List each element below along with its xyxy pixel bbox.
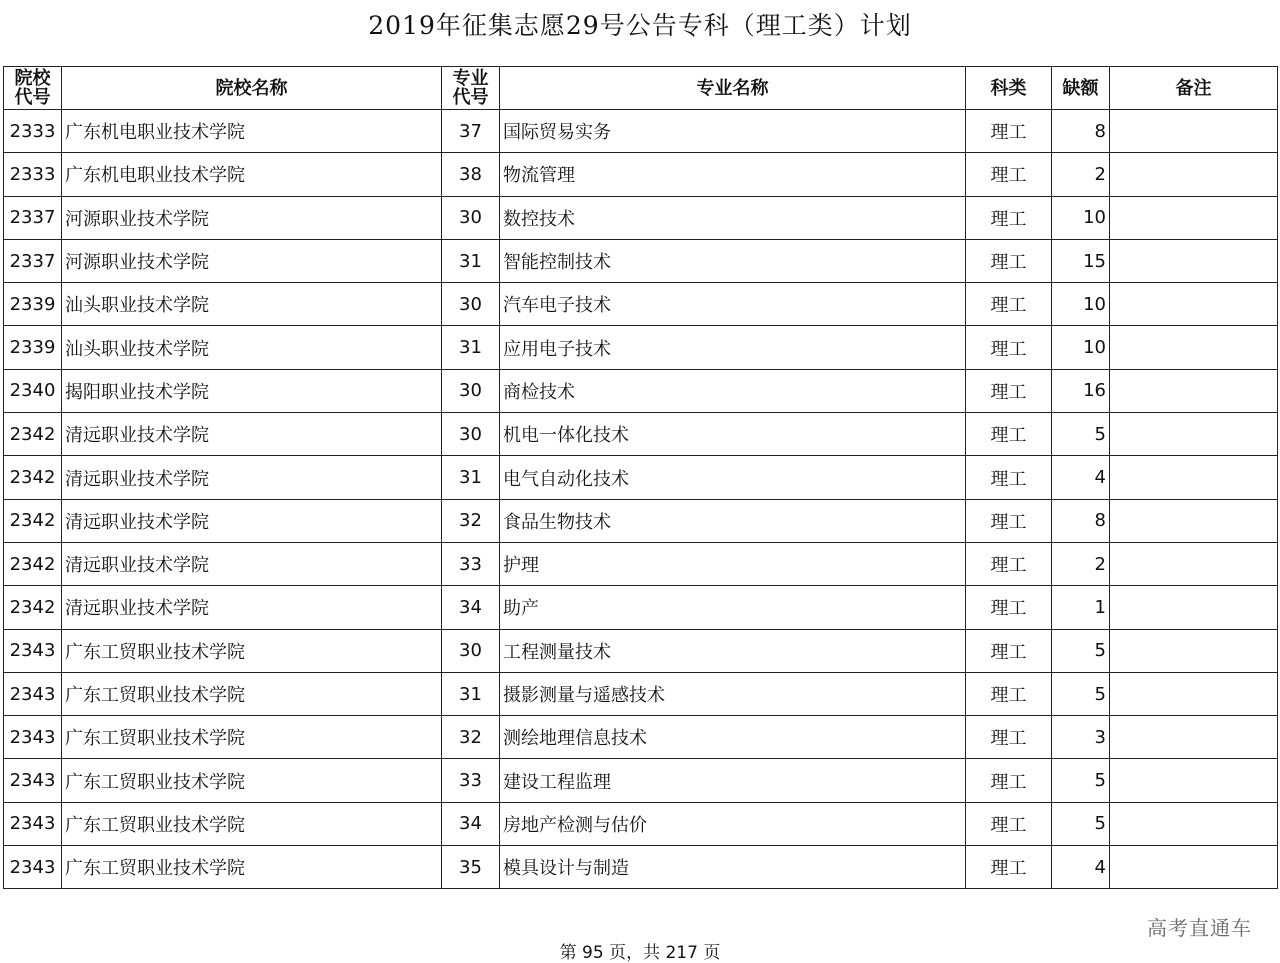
cell-quota: 8 [1052,110,1110,153]
cell-school-code: 2342 [4,542,62,585]
cell-note [1110,586,1278,629]
cell-major-code: 30 [442,283,500,326]
cell-category: 理工 [966,326,1052,369]
cell-major-name: 汽车电子技术 [500,283,966,326]
cell-major-code: 38 [442,153,500,196]
cell-major-code: 34 [442,586,500,629]
cell-quota: 5 [1052,672,1110,715]
cell-major-code: 33 [442,759,500,802]
cell-major-name: 机电一体化技术 [500,413,966,456]
cell-category: 理工 [966,369,1052,412]
cell-school-name: 广东工贸职业技术学院 [62,672,442,715]
cell-note [1110,456,1278,499]
header-school-code-line1: 院校 [14,68,51,89]
cell-quota: 5 [1052,413,1110,456]
cell-major-code: 30 [442,196,500,239]
cell-school-code: 2339 [4,326,62,369]
cell-major-code: 31 [442,456,500,499]
table-row [4,716,1278,759]
cell-school-name: 河源职业技术学院 [62,196,442,239]
header-major-code-line2: 代号 [452,87,489,108]
cell-school-code: 2337 [4,239,62,282]
cell-school-code: 2343 [4,716,62,759]
table-row [4,759,1278,802]
page-footer: 第 95 页，共 217 页 [559,943,721,963]
cell-note [1110,672,1278,715]
table-row [4,153,1278,196]
cell-quota: 4 [1052,456,1110,499]
cell-school-code: 2339 [4,283,62,326]
cell-major-name: 商检技术 [500,369,966,412]
cell-major-code: 32 [442,499,500,542]
cell-school-name: 清远职业技术学院 [62,499,442,542]
cell-school-code: 2342 [4,413,62,456]
cell-category: 理工 [966,499,1052,542]
cell-school-name: 清远职业技术学院 [62,456,442,499]
cell-note [1110,110,1278,153]
header-school-code-line2: 代号 [14,87,51,108]
cell-major-name: 建设工程监理 [500,759,966,802]
cell-quota: 5 [1052,802,1110,845]
cell-category: 理工 [966,586,1052,629]
cell-quota: 8 [1052,499,1110,542]
table-row [4,846,1278,889]
cell-quota: 16 [1052,369,1110,412]
cell-category: 理工 [966,716,1052,759]
header-note: 备注 [1110,67,1278,110]
cell-major-name: 模具设计与制造 [500,846,966,889]
cell-note [1110,542,1278,585]
cell-school-code: 2342 [4,499,62,542]
cell-quota: 10 [1052,196,1110,239]
cell-quota: 2 [1052,153,1110,196]
cell-quota: 5 [1052,629,1110,672]
cell-major-name: 工程测量技术 [500,629,966,672]
cell-category: 理工 [966,110,1052,153]
cell-major-name: 摄影测量与遥感技术 [500,672,966,715]
header-school-name: 院校名称 [62,67,442,110]
cell-note [1110,802,1278,845]
cell-school-code: 2342 [4,586,62,629]
cell-school-code: 2343 [4,846,62,889]
cell-school-name: 汕头职业技术学院 [62,326,442,369]
table-row [4,499,1278,542]
cell-school-code: 2333 [4,110,62,153]
cell-school-code: 2343 [4,802,62,845]
cell-note [1110,239,1278,282]
cell-school-name: 广东工贸职业技术学院 [62,629,442,672]
cell-school-code: 2343 [4,759,62,802]
page-title: 2019年征集志愿29号公告专科（理工类）计划 [368,11,912,40]
table-body [4,110,1278,889]
cell-note [1110,716,1278,759]
cell-quota: 4 [1052,846,1110,889]
cell-category: 理工 [966,629,1052,672]
table-row [4,196,1278,239]
cell-category: 理工 [966,239,1052,282]
cell-major-code: 35 [442,846,500,889]
cell-major-name: 国际贸易实务 [500,110,966,153]
cell-note [1110,283,1278,326]
cell-school-code: 2337 [4,196,62,239]
cell-major-code: 30 [442,629,500,672]
cell-major-code: 31 [442,672,500,715]
cell-category: 理工 [966,153,1052,196]
cell-major-name: 房地产检测与估价 [500,802,966,845]
cell-school-code: 2342 [4,456,62,499]
cell-school-name: 广东机电职业技术学院 [62,153,442,196]
table-row [4,586,1278,629]
table-row [4,369,1278,412]
table-header-row [4,67,1278,110]
cell-major-code: 31 [442,239,500,282]
cell-school-name: 汕头职业技术学院 [62,283,442,326]
header-major-code-line1: 专业 [452,68,489,89]
cell-major-name: 数控技术 [500,196,966,239]
cell-major-name: 应用电子技术 [500,326,966,369]
cell-category: 理工 [966,542,1052,585]
cell-quota: 10 [1052,283,1110,326]
cell-school-code: 2343 [4,672,62,715]
table-row [4,672,1278,715]
cell-note [1110,499,1278,542]
cell-category: 理工 [966,283,1052,326]
cell-major-name: 智能控制技术 [500,239,966,282]
cell-major-code: 32 [442,716,500,759]
cell-major-name: 电气自动化技术 [500,456,966,499]
cell-school-name: 广东工贸职业技术学院 [62,802,442,845]
cell-quota: 10 [1052,326,1110,369]
cell-major-name: 食品生物技术 [500,499,966,542]
watermark: 高考直通车 [1147,916,1252,940]
cell-major-code: 34 [442,802,500,845]
table-row [4,110,1278,153]
cell-note [1110,326,1278,369]
cell-note [1110,369,1278,412]
cell-school-name: 揭阳职业技术学院 [62,369,442,412]
cell-major-name: 物流管理 [500,153,966,196]
cell-note [1110,196,1278,239]
cell-school-name: 广东机电职业技术学院 [62,110,442,153]
table-row [4,629,1278,672]
cell-quota: 15 [1052,239,1110,282]
cell-school-name: 广东工贸职业技术学院 [62,846,442,889]
cell-school-name: 河源职业技术学院 [62,239,442,282]
cell-major-name: 助产 [500,586,966,629]
cell-note [1110,153,1278,196]
cell-major-name: 护理 [500,542,966,585]
header-quota: 缺额 [1052,67,1110,110]
cell-category: 理工 [966,456,1052,499]
cell-quota: 1 [1052,586,1110,629]
cell-quota: 5 [1052,759,1110,802]
cell-major-code: 30 [442,413,500,456]
header-school-code [4,67,62,110]
cell-major-code: 37 [442,110,500,153]
cell-category: 理工 [966,413,1052,456]
cell-school-name: 清远职业技术学院 [62,413,442,456]
cell-school-code: 2343 [4,629,62,672]
header-major-name: 专业名称 [500,67,966,110]
cell-school-name: 清远职业技术学院 [62,586,442,629]
cell-category: 理工 [966,759,1052,802]
cell-quota: 2 [1052,542,1110,585]
cell-note [1110,846,1278,889]
cell-major-name: 测绘地理信息技术 [500,716,966,759]
table-row [4,802,1278,845]
header-major-code [442,67,500,110]
table-row [4,326,1278,369]
cell-school-code: 2333 [4,153,62,196]
cell-school-name: 清远职业技术学院 [62,542,442,585]
table-row [4,542,1278,585]
cell-category: 理工 [966,196,1052,239]
cell-category: 理工 [966,846,1052,889]
cell-quota: 3 [1052,716,1110,759]
cell-note [1110,413,1278,456]
plan-table [3,66,1278,889]
header-category: 科类 [966,67,1052,110]
table-row [4,413,1278,456]
cell-note [1110,759,1278,802]
cell-category: 理工 [966,802,1052,845]
table-row [4,456,1278,499]
cell-school-code: 2340 [4,369,62,412]
cell-major-code: 31 [442,326,500,369]
cell-note [1110,629,1278,672]
cell-major-code: 30 [442,369,500,412]
cell-major-code: 33 [442,542,500,585]
cell-school-name: 广东工贸职业技术学院 [62,759,442,802]
cell-school-name: 广东工贸职业技术学院 [62,716,442,759]
table-row [4,283,1278,326]
table-row [4,239,1278,282]
cell-category: 理工 [966,672,1052,715]
